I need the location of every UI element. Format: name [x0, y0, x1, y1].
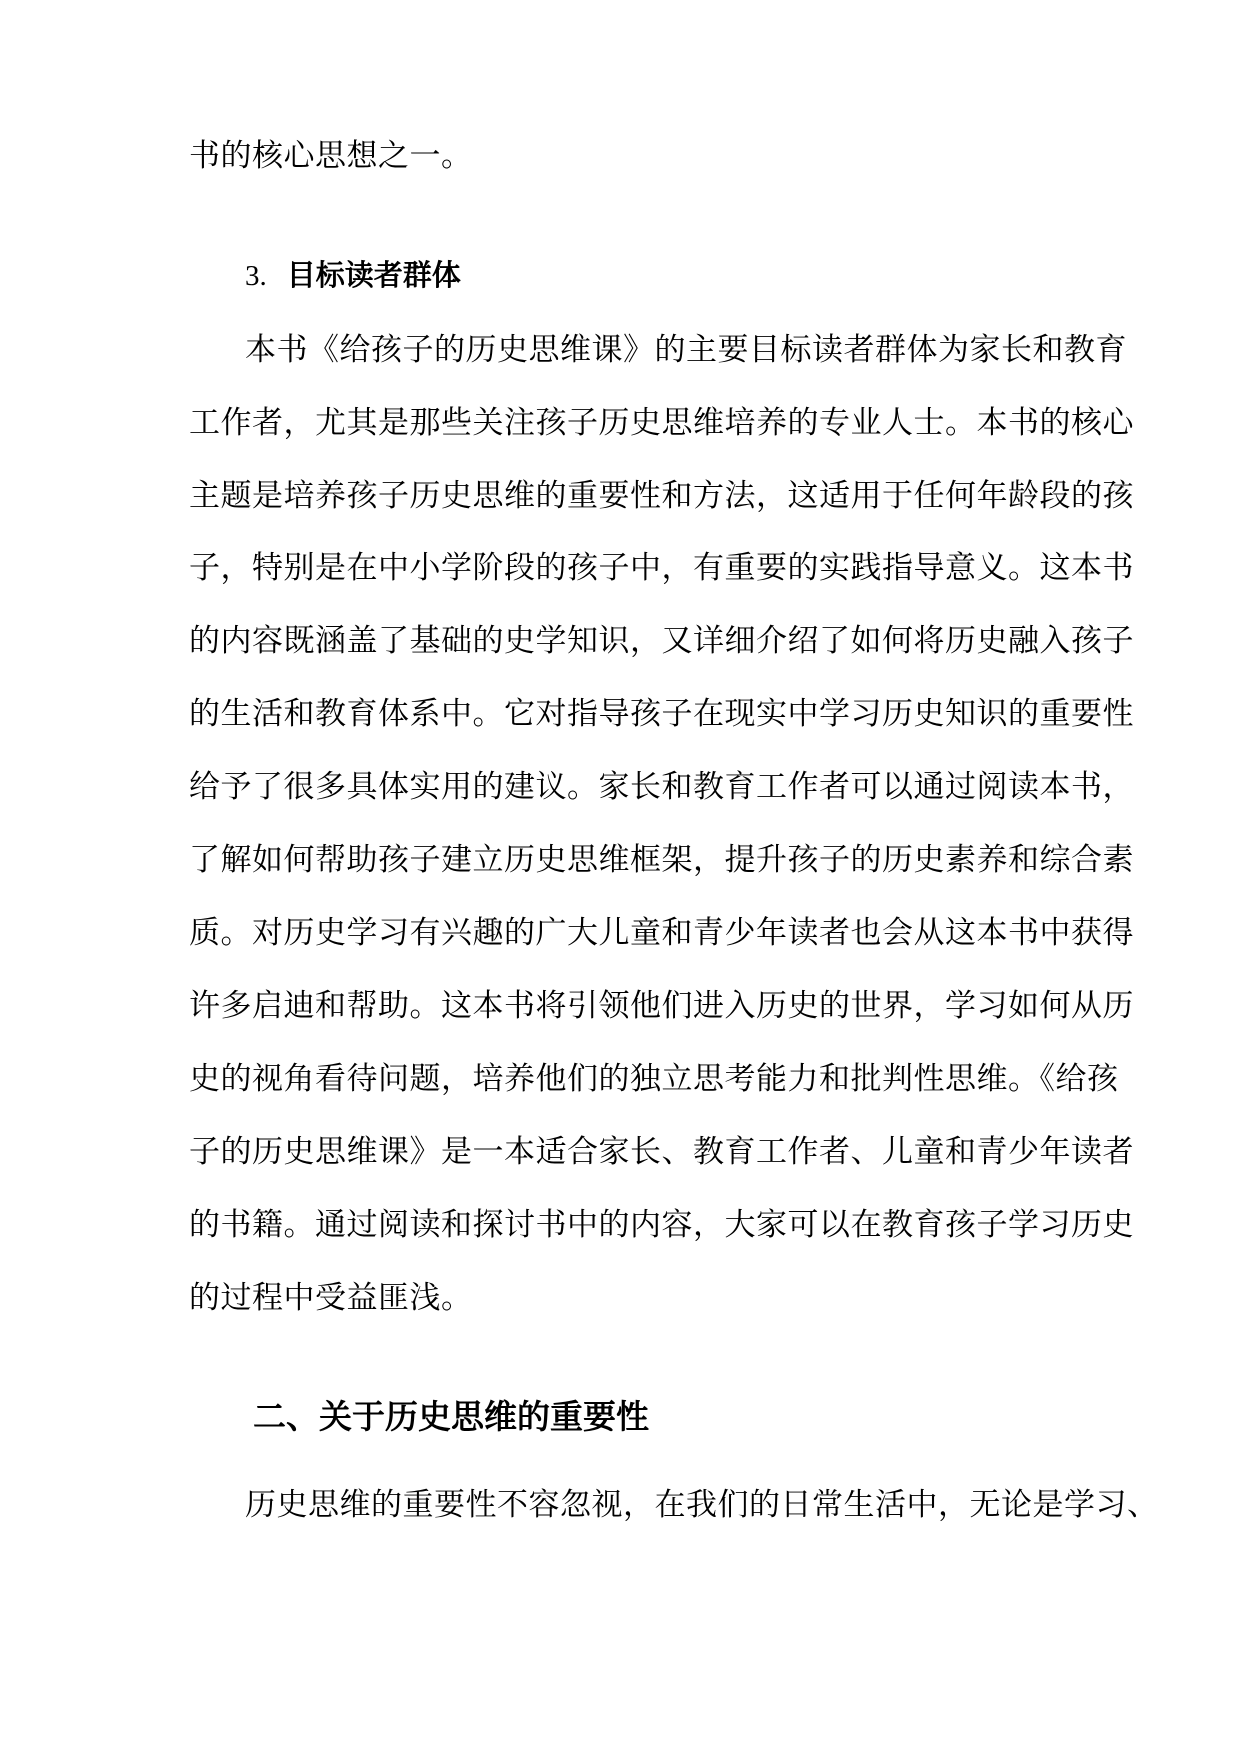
carryover-line: 书的核心思想之一。: [189, 138, 473, 174]
paragraph-line: 本书《给孩子的历史思维课》的主要目标读者群体为家长和教育: [245, 332, 1127, 368]
paragraph-line: 的内容既涵盖了基础的史学知识，又详细介绍了如何将历史融入孩子: [189, 623, 1134, 659]
subsection-title: 目标读者群体: [286, 258, 461, 292]
paragraph-line: 史的视角看待问题，培养他们的独立思考能力和批判性思维。《给孩: [189, 1061, 1119, 1097]
paragraph-line: 许多启迪和帮助。这本书将引领他们进入历史的世界，学习如何从历: [189, 988, 1134, 1024]
subsection-number: 3.: [245, 260, 267, 292]
paragraph-line: 质。对历史学习有兴趣的广大儿童和青少年读者也会从这本书中获得: [189, 915, 1134, 951]
paragraph-line: 的生活和教育体系中。它对指导孩子在现实中学习历史知识的重要性: [189, 696, 1134, 732]
paragraph-line: 子，特别是在中小学阶段的孩子中，有重要的实践指导意义。这本书: [189, 550, 1134, 586]
paragraph-line: 的书籍。通过阅读和探讨书中的内容，大家可以在教育孩子学习历史: [189, 1207, 1134, 1243]
paragraph-line: 给予了很多具体实用的建议。家长和教育工作者可以通过阅读本书，: [189, 769, 1134, 805]
paragraph-line: 子的历史思维课》是一本适合家长、教育工作者、儿童和青少年读者: [189, 1134, 1134, 1170]
paragraph-line: 历史思维的重要性不容忽视，在我们的日常生活中，无论是学习、: [245, 1487, 1159, 1523]
subsection-heading: [245, 255, 461, 296]
paragraph-line: 主题是培养孩子历史思维的重要性和方法，这适用于任何年龄段的孩: [189, 478, 1134, 514]
section-heading: 二、关于历史思维的重要性: [253, 1397, 649, 1436]
paragraph-line: 了解如何帮助孩子建立历史思维框架，提升孩子的历史素养和综合素: [189, 842, 1134, 878]
paragraph-line: 工作者，尤其是那些关注孩子历史思维培养的专业人士。本书的核心: [189, 405, 1134, 441]
paragraph-line: 的过程中受益匪浅。: [189, 1280, 473, 1316]
